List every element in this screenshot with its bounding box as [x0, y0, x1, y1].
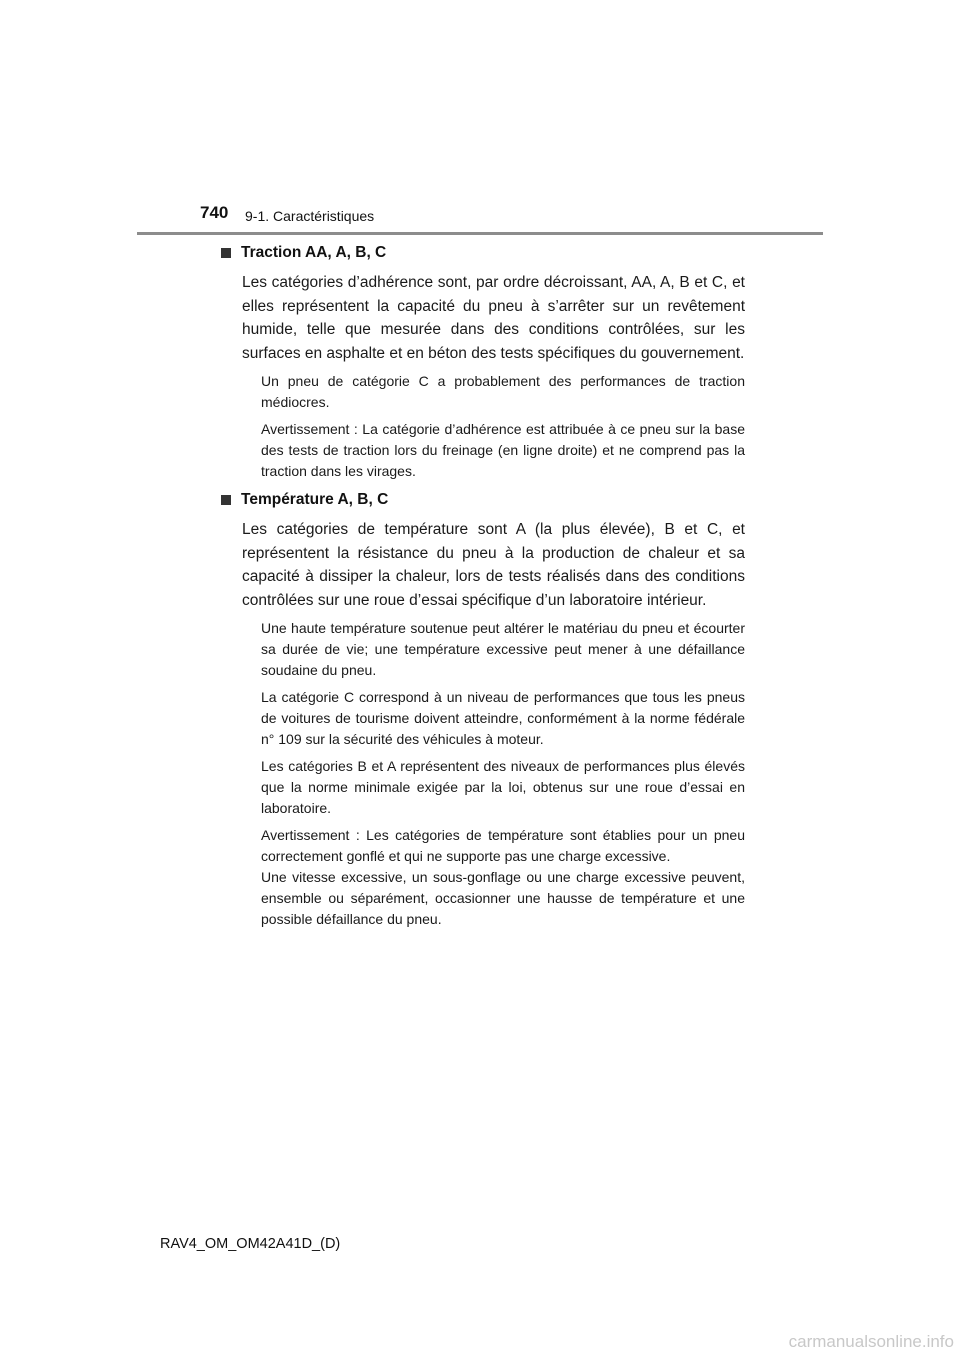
section-heading	[221, 241, 745, 265]
square-bullet-icon	[221, 248, 231, 258]
chapter-title: 9-1. Caractéristiques	[245, 208, 375, 224]
header-divider	[137, 232, 823, 235]
note-paragraph: Les catégories B et A représentent des niveaux de performances plus élevés que la norme minimale exigée par la loi, obtenus sur une roue d’essai en laboratoire.	[261, 758, 745, 816]
document-code: RAV4_OM_OM42A41D_(D)	[160, 1236, 341, 1252]
page-content	[221, 241, 745, 930]
section-heading	[221, 488, 745, 512]
warning-line: Avertissement : Les catégories de température sont établies pour un pneu correctement gonflé et qui ne supporte pas une charge excessive.	[261, 827, 745, 864]
section-body: Les catégories d’adhérence sont, par ordre décroissant, AA, A, B et C, et elles représentent la capacité du pneu à s’arrêter sur un revêtement humide, telle que mesurée dans des conditions contrôlées, sur les surfaces en asphalte et en béton des tests spécifiques du gouvernement.	[242, 274, 745, 362]
note-paragraph: Un pneu de catégorie C a probablement des performances de traction médiocres.	[261, 373, 745, 410]
page-number: 740	[200, 203, 229, 222]
note-paragraph: La catégorie C correspond à un niveau de performances que tous les pneus de voitures de tourisme doivent atteindre, conformément à la norme fédérale n° 109 sur la sécurité des véhicules à moteur.	[261, 689, 745, 747]
section-temperature	[221, 488, 745, 930]
section-traction	[221, 241, 745, 482]
section-body: Les catégories de température sont A (la plus élevée), B et C, et représentent la résistance du pneu à la production de chaleur et sa capacité à dissiper la chaleur, lors de tests réalisés dans des conditions contrôlées sur une roue d’essai spécifique d’un laboratoire intérieur.	[242, 521, 745, 609]
square-bullet-icon	[221, 495, 231, 505]
warning-paragraph: Avertissement : La catégorie d’adhérence est attribuée à ce pneu sur la base des tests de traction lors du freinage (en ligne droite) et ne comprend pas la traction dans les virages.	[261, 421, 745, 479]
warning-paragraph	[261, 825, 745, 930]
section-title: Traction AA, A, B, C	[241, 244, 387, 261]
warning-line: Une vitesse excessive, un sous-gonflage ou une charge excessive peuvent, ensemble ou séparément, occasionner une hausse de température et une possible défaillance du pneu.	[261, 869, 745, 927]
site-watermark: carmanualsonline.info	[788, 1332, 954, 1351]
section-title: Température A, B, C	[241, 491, 389, 508]
note-paragraph: Une haute température soutenue peut altérer le matériau du pneu et écourter sa durée de vie; une température excessive peut mener à une défaillance soudaine du pneu.	[261, 620, 745, 678]
